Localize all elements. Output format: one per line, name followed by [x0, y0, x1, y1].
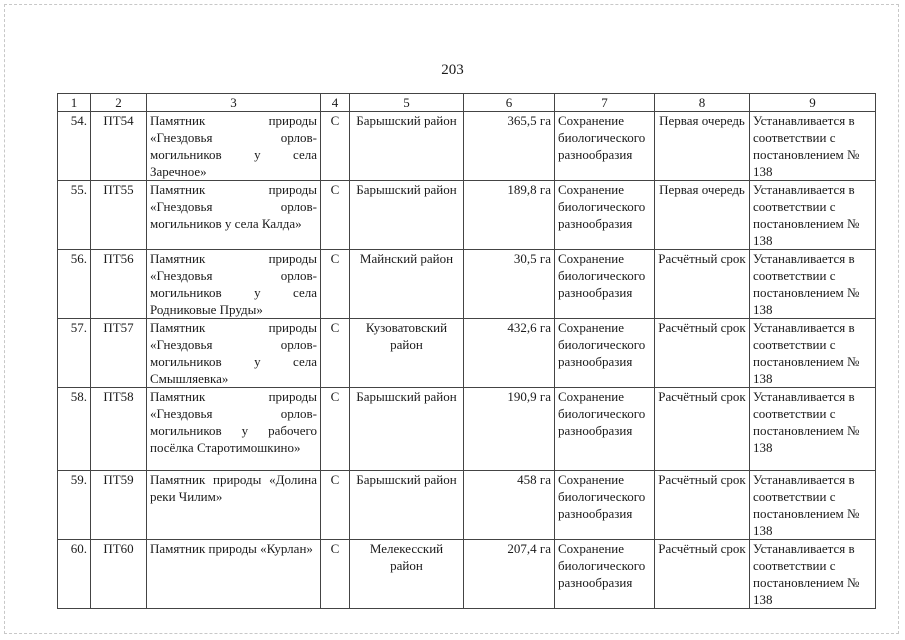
header-cell-code: 2 — [91, 94, 147, 112]
row-goal: Сохранение биологического разнообразия — [555, 181, 655, 250]
row-district: Майнский район — [350, 250, 464, 319]
row-goal: Сохранение биологического разнообразия — [555, 319, 655, 388]
row-code: ПТ60 — [91, 540, 147, 609]
row-area: 458 га — [464, 471, 555, 540]
header-cell-name: 3 — [147, 94, 321, 112]
row-category: С — [321, 319, 350, 388]
row-note: Устанавливается в соответствии с постановлением № 138 — [750, 112, 876, 181]
header-cell-note: 9 — [750, 94, 876, 112]
row-category: С — [321, 250, 350, 319]
row-name: Памятник природы «Гнездовья орлов-могильников у села Родниковые Пруды» — [147, 250, 321, 319]
page-number: 203 — [441, 62, 464, 78]
row-term: Расчётный срок — [655, 540, 750, 609]
row-area: 189,8 га — [464, 181, 555, 250]
row-number: 55. — [58, 181, 91, 250]
row-term: Расчётный срок — [655, 250, 750, 319]
row-area: 365,5 га — [464, 112, 555, 181]
row-term: Расчётный срок — [655, 319, 750, 388]
row-area: 207,4 га — [464, 540, 555, 609]
row-note: Устанавливается в соответствии с постановлением № 138 — [750, 540, 876, 609]
row-code: ПТ57 — [91, 319, 147, 388]
row-number: 59. — [58, 471, 91, 540]
table-row — [58, 540, 876, 609]
table-row — [58, 471, 876, 540]
row-name: Памятник природы «Гнездовья орлов-могильников у рабочего посёлка Старотимошкино» — [147, 388, 321, 471]
row-category: С — [321, 181, 350, 250]
header-cell-term: 8 — [655, 94, 750, 112]
row-note: Устанавливается в соответствии с постановлением № 138 — [750, 319, 876, 388]
row-goal: Сохранение биологического разнообразия — [555, 250, 655, 319]
row-goal: Сохранение биологического разнообразия — [555, 471, 655, 540]
row-goal: Сохранение биологического разнообразия — [555, 388, 655, 471]
header-cell-category: 4 — [321, 94, 350, 112]
row-category: С — [321, 540, 350, 609]
table-row — [58, 181, 876, 250]
table-row — [58, 112, 876, 181]
row-district: Барышский район — [350, 388, 464, 471]
header-cell-district: 5 — [350, 94, 464, 112]
row-term: Расчётный срок — [655, 471, 750, 540]
protected-areas-table — [57, 93, 876, 609]
row-district: Мелекесский район — [350, 540, 464, 609]
row-name: Памятник природы «Курлан» — [147, 540, 321, 609]
row-category: С — [321, 471, 350, 540]
row-goal: Сохранение биологического разнообразия — [555, 112, 655, 181]
row-note: Устанавливается в соответствии с постановлением № 138 — [750, 250, 876, 319]
row-category: С — [321, 388, 350, 471]
row-number: 57. — [58, 319, 91, 388]
row-category: С — [321, 112, 350, 181]
row-area: 432,6 га — [464, 319, 555, 388]
row-term: Первая очередь — [655, 181, 750, 250]
row-district: Барышский район — [350, 471, 464, 540]
row-name: Памятник природы «Гнездовья орлов-могильников у села Заречное» — [147, 112, 321, 181]
row-code: ПТ55 — [91, 181, 147, 250]
table-row — [58, 319, 876, 388]
row-district: Барышский район — [350, 181, 464, 250]
row-number: 56. — [58, 250, 91, 319]
row-name: Памятник природы «Долина реки Чилим» — [147, 471, 321, 540]
row-term: Первая очередь — [655, 112, 750, 181]
row-area: 190,9 га — [464, 388, 555, 471]
header-cell-goal: 7 — [555, 94, 655, 112]
table-row — [58, 388, 876, 471]
row-code: ПТ58 — [91, 388, 147, 471]
row-number: 58. — [58, 388, 91, 471]
header-cell-area: 6 — [464, 94, 555, 112]
row-code: ПТ56 — [91, 250, 147, 319]
header-cell-num: 1 — [58, 94, 91, 112]
row-number: 60. — [58, 540, 91, 609]
row-code: ПТ59 — [91, 471, 147, 540]
row-name: Памятник природы «Гнездовья орлов-могильников у села Калда» — [147, 181, 321, 250]
row-district: Барышский район — [350, 112, 464, 181]
row-goal: Сохранение биологического разнообразия — [555, 540, 655, 609]
header-row — [58, 94, 876, 112]
row-term: Расчётный срок — [655, 388, 750, 471]
row-code: ПТ54 — [91, 112, 147, 181]
table-row — [58, 250, 876, 319]
row-note: Устанавливается в соответствии с постановлением № 138 — [750, 388, 876, 471]
row-note: Устанавливается в соответствии с постановлением № 138 — [750, 181, 876, 250]
row-note: Устанавливается в соответствии с постановлением № 138 — [750, 471, 876, 540]
row-district: Кузоватовский район — [350, 319, 464, 388]
row-number: 54. — [58, 112, 91, 181]
row-area: 30,5 га — [464, 250, 555, 319]
row-name: Памятник природы «Гнездовья орлов-могильников у села Смышляевка» — [147, 319, 321, 388]
